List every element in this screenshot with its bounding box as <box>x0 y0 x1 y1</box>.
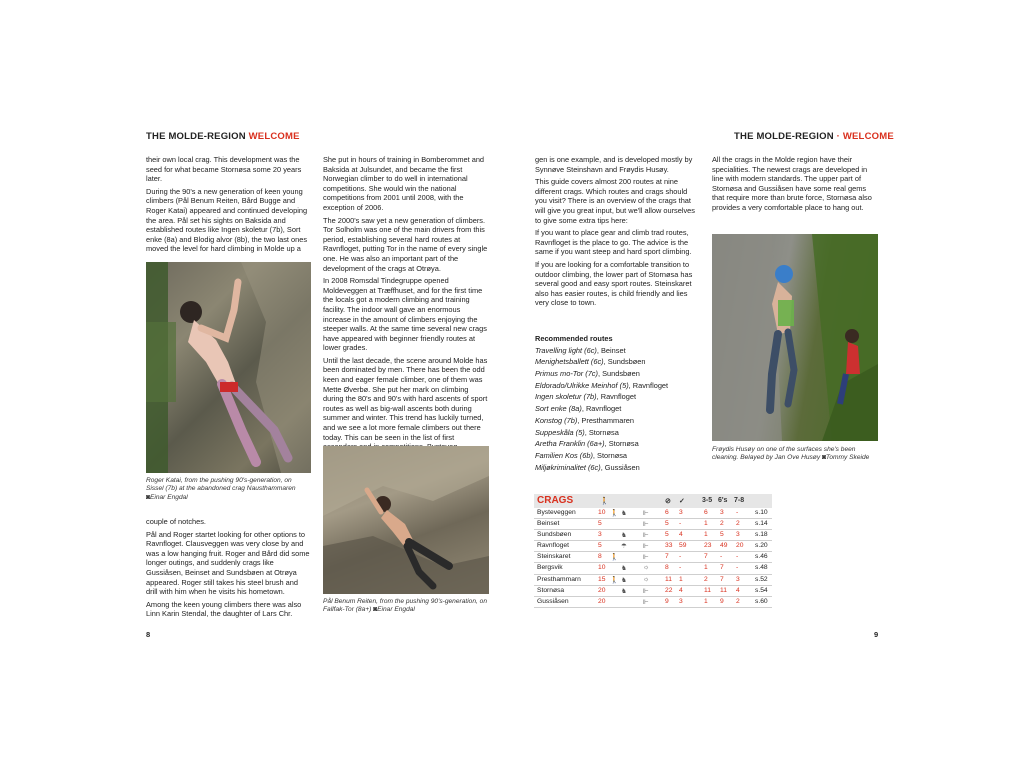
list-item: Sort enke (8a), Ravnfloget <box>535 404 622 414</box>
paragraph: couple of notches. <box>146 517 206 526</box>
paragraph: In 2008 Romsdal Tindegruppe opened Moldeveggen at Træffhuset, and for the first time the locals got a modern climbing and training facility. The indoor wall gave an enormous increase in the amount of climbers enjoying the steeper walls. At the same time several new crags have appeared with beginner friendly routes at lower grades. <box>323 276 487 353</box>
cell-walk: 3 <box>598 531 602 539</box>
list-item: Primus mo-Tor (7c), Sundsbøen <box>535 369 640 378</box>
cell-bolt: 5 <box>665 520 669 528</box>
cell-trad: 3 <box>679 509 683 516</box>
cell-i2: ♞ <box>621 532 627 540</box>
climbing-photo-pal-benum-reiten <box>323 446 489 594</box>
cell-trad: - <box>679 564 682 572</box>
crags-table-header <box>534 494 772 508</box>
left-column-1-bottom <box>146 517 311 622</box>
paragraph: If you want to place gear and climb trad routes, Ravnfloget is the place to go. The advice is the same if you want steep and hard sport climbing. <box>535 228 692 257</box>
list-item: Familien Kos (6b), Stornøsa <box>535 450 628 460</box>
cell-g3: - <box>736 553 739 561</box>
cell-trad: 1 <box>679 575 683 583</box>
list-item: Suppeskåla (5), Stornøsa <box>535 427 619 437</box>
cell-g2: 49 <box>720 542 728 550</box>
list-item: Ingen skoletur (7b), Ravnfloget <box>535 392 637 402</box>
table-row <box>534 575 772 586</box>
grade-col-6s: 6's <box>718 497 728 504</box>
check-icon: ✓ <box>679 498 685 505</box>
cell-bolt: 9 <box>665 597 669 605</box>
recommended-routes-list <box>535 345 705 474</box>
cell-g1: 1 <box>704 520 708 528</box>
cell-name: Steinskaret <box>537 553 571 561</box>
crags-table-body <box>534 508 772 608</box>
cell-g2: 5 <box>720 531 724 539</box>
cell-i2: ♞ <box>621 510 627 517</box>
cell-walk: 5 <box>598 542 602 550</box>
paragraph: their own local crag. This development was the seed for what became Stornøsa some 20 years later. <box>146 155 302 184</box>
region-title: THE MOLDE-REGION <box>146 131 246 142</box>
cell-bolt: 6 <box>665 509 669 516</box>
cell-i3: ⊩ <box>643 554 649 562</box>
cell-i3: ⊩ <box>643 598 649 606</box>
paragraph: The 2000's saw yet a new generation of climbers. Tor Solholm was one of the main drivers from this period, establishing several hard routes at Ravnfloget, putting Tor in the name of every single one. He was also an important part of the development of the crags at Otrøya. <box>323 215 488 273</box>
list-item: Menighetsballett (6c), Sundsbøen <box>535 357 646 367</box>
cell-g3: 3 <box>736 531 740 539</box>
cell-g2: 2 <box>720 520 724 528</box>
cell-g2: 3 <box>720 509 724 516</box>
table-row <box>534 530 772 541</box>
cell-walk: 15 <box>598 575 606 583</box>
left-column-1-top <box>146 155 311 257</box>
section-title: WELCOME <box>248 131 300 142</box>
cell-name: Sundsbøen <box>537 531 572 539</box>
cell-g3: - <box>736 509 739 516</box>
cell-g1: 1 <box>704 564 708 572</box>
cell-page: s.20 <box>755 542 768 550</box>
recommended-routes-title: Recommended routes <box>535 334 613 343</box>
cell-i2: ☂ <box>621 543 627 551</box>
list-item: Aretha Franklin (6a+), Stornøsa <box>535 439 639 449</box>
cell-g1: 1 <box>704 531 708 539</box>
left-running-header <box>146 131 300 142</box>
cell-i3: ☼ <box>643 575 650 583</box>
cell-g3: 20 <box>736 542 744 550</box>
cell-g2: - <box>720 553 723 561</box>
cell-trad: - <box>679 553 682 561</box>
cell-g1: 1 <box>704 597 708 605</box>
paragraph: Pål and Roger startet looking for other options to Ravnfloget. Clausveggen was very close by and was a low hanging fruit. Roger and Bård did some longer outings, and suddenly crags like Gussiåsen, Beinset and Sundsbøen at Otrøya appeared. Roger still takes his steel brush and drill with him when he visits his hometown. <box>146 529 310 597</box>
cell-name: Stornøsa <box>537 586 565 594</box>
cell-page: s.60 <box>755 597 768 605</box>
cell-i1: 🚶 <box>610 576 619 584</box>
paragraph: During the 90's a new generation of keen young climbers (Pål Benum Reiten, Bård Bugge and Roger Katai) appeared and continued developing the area. Pål set his sights on Baksida and established routes like Ingen skoletur (7b), Sort enke (8a) and Blodig alvor (8b), the two last ones moved the level for hard climbing in Molde up a <box>146 186 308 254</box>
right-column-2 <box>712 155 878 216</box>
cell-page: s.18 <box>755 531 768 539</box>
cell-i2: ♞ <box>621 576 627 584</box>
climbing-photo-roger-katai <box>146 262 311 473</box>
cell-g1: 7 <box>704 553 708 561</box>
cell-walk: 20 <box>598 586 606 594</box>
cell-bolt: 33 <box>665 542 673 550</box>
left-column-2 <box>323 155 489 455</box>
cell-i1: 🚶 <box>610 510 619 517</box>
photo-caption: Frøydis Husøy on one of the surfaces she's been cleaning. Belayed by Jan Ove Husøy ◙Tommy Skeide <box>712 446 870 462</box>
list-item: Travelling light (6c), Beinset <box>535 345 626 355</box>
cell-walk: 10 <box>598 509 606 516</box>
table-row <box>534 552 772 563</box>
cell-g2: 9 <box>720 597 724 605</box>
cell-bolt: 7 <box>665 553 669 561</box>
cell-g2: 11 <box>720 586 727 594</box>
cell-name: Gussiåsen <box>537 597 569 605</box>
cell-i3: ⊩ <box>643 510 649 517</box>
cell-i3: ⊩ <box>643 543 649 551</box>
crags-table <box>534 494 772 608</box>
cell-name: Presthammarn <box>537 575 581 583</box>
right-running-header: THE MOLDE-REGION · WELCOME <box>734 131 894 142</box>
table-row <box>534 586 772 597</box>
cell-i3: ⊩ <box>643 532 649 540</box>
list-item: Eldorado/Ulrikke Meinhof (5), Ravnfloget <box>535 380 669 390</box>
page-number-right: 9 <box>874 630 879 639</box>
cell-bolt: 22 <box>665 586 673 594</box>
paragraph: She put in hours of training in Bomberommet and Baksida at Julsundet, and became the first Norwegian climber to do well in international competitions. She would win the national competitions from 2001 until 2008, with the exception of 2006. <box>323 155 485 212</box>
table-row <box>534 519 772 530</box>
cell-bolt: 5 <box>665 531 669 539</box>
region-title: THE MOLDE-REGION <box>734 131 834 142</box>
cell-bolt: 11 <box>665 575 672 583</box>
section-title: WELCOME <box>842 131 894 142</box>
crags-table-title: CRAGS <box>537 495 574 506</box>
cell-i2: ♞ <box>621 565 627 573</box>
right-column-1 <box>535 155 701 311</box>
table-row <box>534 508 772 519</box>
list-item: Konstog (7b), Presthammaren <box>535 415 635 425</box>
cell-trad: 3 <box>679 597 683 605</box>
cell-page: s.46 <box>755 553 768 561</box>
cell-name: Bysteveggen <box>537 509 576 516</box>
cell-trad: 4 <box>679 586 683 594</box>
cell-g3: - <box>736 564 739 572</box>
cell-i3: ⊩ <box>643 587 649 595</box>
photo-caption: Roger Katai, from the pushing 90's-generation, on Sissel (7b) at the abandoned crag Nausthammaren ◙Einar Engdal <box>146 477 296 501</box>
cell-g1: 6 <box>704 509 708 516</box>
cell-walk: 8 <box>598 553 602 561</box>
paragraph: If you are looking for a comfortable transition to outdoor climbing, the lower part of Stornøsa has several good and easy sport routes. Steinskaret also has easier routes, is child friendly and lies very close to town. <box>535 259 693 308</box>
cell-g1: 23 <box>704 542 712 550</box>
cell-name: Ravnfloget <box>537 542 569 550</box>
cell-page: s.54 <box>755 586 768 594</box>
cell-page: s.52 <box>755 575 768 583</box>
table-row <box>534 563 772 574</box>
paragraph: Until the last decade, the scene around Molde has been dominated by men. There has been the odd keen and eager female climber, one of them was Mette Øverbø. She put her mark on climbing during the 80's and 90's with hard ascents of sport routes as well as big-wall ascents both during summer and winter. This trend has luckily turned, and we see a lot more female climbers out there today. This can be seen in the list of first <box>323 355 488 442</box>
cell-i3: ☼ <box>643 564 650 572</box>
cell-g2: 7 <box>720 564 724 572</box>
grade-col-7-8: 7-8 <box>734 497 745 504</box>
table-row <box>534 597 772 608</box>
cell-page: s.10 <box>755 509 768 516</box>
cell-walk: 10 <box>598 564 606 572</box>
paragraph: This guide covers almost 200 routes at nine different crags. Which routes and crags should you visit? There is an overview of the crags that will give you great input, but we'll allow ourselves to give some extra tips here: <box>535 177 695 225</box>
list-item: Miljøkriminalitet (6c), Gussiåsen <box>535 462 640 472</box>
cell-g1: 11 <box>704 586 711 594</box>
cell-bolt: 8 <box>665 564 669 572</box>
cell-g3: 3 <box>736 575 740 583</box>
cell-walk: 5 <box>598 520 602 528</box>
paragraph: Among the keen young climbers there was also Linn Karin Stendal, the daughter of Lars Chr. <box>146 599 302 619</box>
cell-walk: 20 <box>598 597 606 605</box>
cell-g3: 4 <box>736 586 740 594</box>
cell-trad: 4 <box>679 531 683 539</box>
paragraph: gen is one example, and is developed mostly by Synnøve Steinshavn and Frøydis Husøy. <box>535 155 693 174</box>
paragraph: All the crags in the Molde region have their specialities. The newest crags are developed in line with modern standards. The upper part of Stornøsa and Gussiåsen have some real gems that require more than brute force, Stornøsa also provides a very comfortable place to hang out. <box>712 155 872 212</box>
cell-trad: - <box>679 520 682 528</box>
cell-trad: 59 <box>679 542 687 550</box>
photo-caption: Pål Benum Reiten, from the pushing 90's-generation, on Fallfak-Tor (8a+) ◙Einar Engdal <box>323 598 488 614</box>
cell-name: Bergsvik <box>537 564 563 572</box>
cell-g3: 2 <box>736 597 740 605</box>
cell-i2: ♞ <box>621 587 627 595</box>
cell-page: s.48 <box>755 564 768 572</box>
cell-name: Beinset <box>537 520 560 528</box>
climbing-photo-froydis-husoy <box>712 234 878 441</box>
cell-g1: 2 <box>704 575 708 583</box>
cell-page: s.14 <box>755 520 768 528</box>
table-row <box>534 541 772 552</box>
walk-icon: 🚶 <box>600 498 609 505</box>
cell-g2: 7 <box>720 575 724 583</box>
cell-i1: 🚶 <box>610 554 619 562</box>
grade-col-3-5: 3-5 <box>702 497 713 504</box>
cell-i3: ⊩ <box>643 521 649 529</box>
bolt-icon: ⊘ <box>665 498 671 505</box>
recommended-routes <box>535 334 705 473</box>
page-number-left: 8 <box>146 630 151 639</box>
cell-g3: 2 <box>736 520 740 528</box>
